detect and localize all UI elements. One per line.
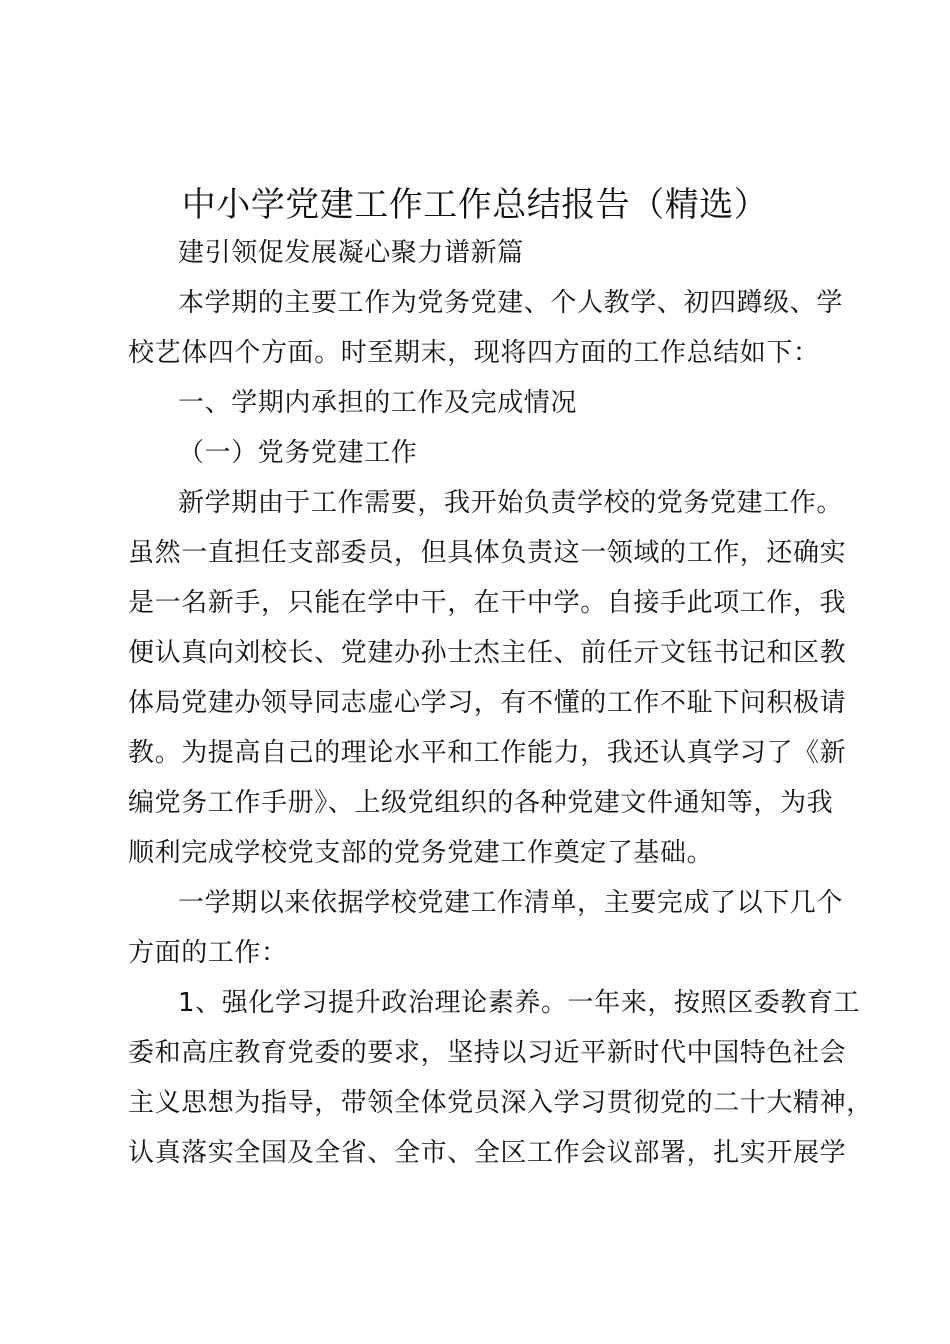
paragraph-line: 1、强化学习提升政治理论素养。一年来，按照区委教育工 — [178, 988, 861, 1018]
paragraph-line: 编党务工作手册》、上级党组织的各种党建文件通知等，为我 — [128, 788, 834, 818]
section-heading: 一、学期内承担的工作及完成情况 — [178, 388, 578, 418]
paragraph-line: 虽然一直担任支部委员，但具体负责这一领域的工作，还确实 — [128, 538, 847, 568]
paragraph-line: 教。为提高自己的理论水平和工作能力，我还认真学习了《新 — [128, 738, 847, 768]
subsection-heading: （一）党务党建工作 — [178, 438, 418, 468]
paragraph-line: 顺利完成学校党支部的党务党建工作奠定了基础。 — [128, 838, 714, 868]
paragraph-line: 是一名新手，只能在学中干，在干中学。自接手此项工作，我 — [128, 588, 847, 618]
paragraph-line: 便认真向刘校长、党建办孙士杰主任、前任亓文钰书记和区教 — [128, 638, 847, 668]
paragraph-line: 一学期以来依据学校党建工作清单，主要完成了以下几个 — [178, 888, 844, 918]
paragraph-line: 委和高庄教育党委的要求，坚持以习近平新时代中国特色社会 — [128, 1038, 847, 1068]
paragraph-line: 校艺体四个方面。时至期末，现将四方面的工作总结如下： — [128, 338, 820, 368]
paragraph-line: 方面的工作： — [128, 938, 288, 968]
paragraph-line: 体局党建办领导同志虚心学习，有不懂的工作不耻下问积极请 — [128, 688, 847, 718]
paragraph-line: 新学期由于工作需要，我开始负责学校的党务党建工作。 — [178, 488, 844, 518]
paragraph-line: 本学期的主要工作为党务党建、个人教学、初四蹲级、学 — [178, 288, 844, 318]
paragraph-line: 认真落实全国及全省、全市、全区工作会议部署，扎实开展学 — [128, 1138, 847, 1168]
paragraph-line: 主义思想为指导，带领全体党员深入学习贯彻党的二十大精神， — [128, 1088, 873, 1118]
subtitle-line: 建引领促发展凝心聚力谱新篇 — [178, 238, 524, 268]
document-title: 中小学党建工作工作总结报告（精选） — [181, 185, 769, 225]
